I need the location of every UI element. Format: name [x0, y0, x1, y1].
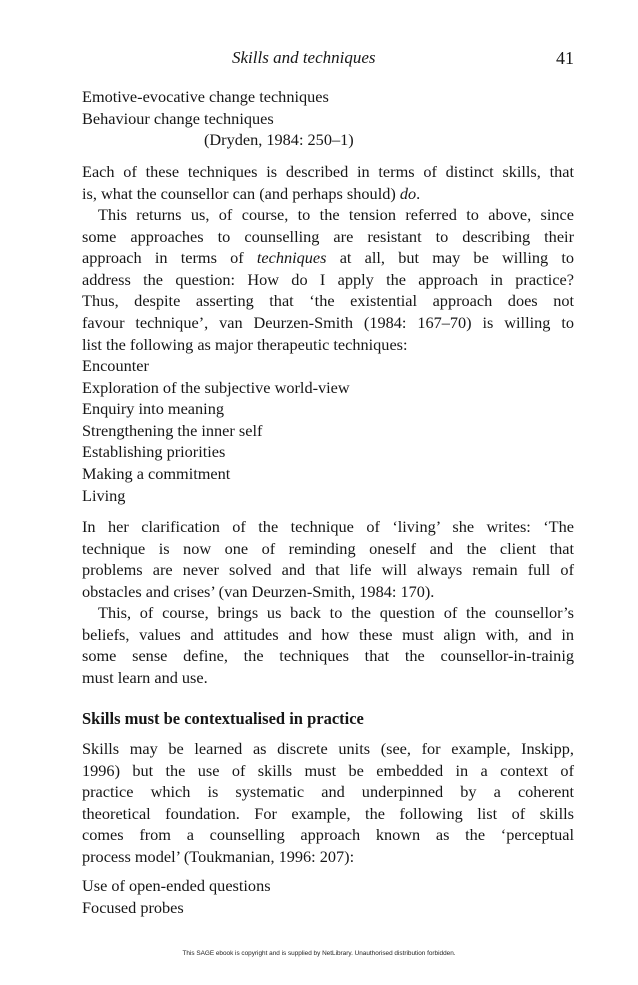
text-line: theoretical foundation. For example, the following list of skills: [82, 803, 574, 823]
list-item: Making a commitment: [82, 463, 231, 483]
text-line: process model’ (Toukmanian, 1996: 207):: [82, 846, 355, 866]
list-item: Focused probes: [82, 897, 184, 917]
paragraph: [82, 516, 574, 602]
text-line: problems are never solved and that life will always remain full of: [82, 560, 574, 580]
list-item: Behaviour change techniques: [82, 108, 274, 128]
text-line: Skills may be learned as discrete units (see, for example, Inskipp,: [82, 739, 574, 758]
technique-list: [82, 355, 574, 506]
page-number: 41: [556, 48, 574, 68]
text-line: obstacles and crises’ (van Deurzen-Smith, 1984: 170).: [82, 581, 435, 601]
emphasis: techniques: [256, 248, 327, 268]
emphasis: do: [399, 183, 417, 203]
list-item: Encounter: [82, 356, 149, 375]
technique-list-continued: [82, 86, 574, 151]
list-item: Establishing priorities: [82, 442, 226, 462]
text-line: This returns us, of course, to the tension referred to above, since: [98, 205, 574, 224]
text-line: some approaches to counselling are resistant to describing their: [82, 226, 574, 246]
paragraph: [82, 161, 574, 204]
text-line: This, of course, brings us back to the question of the counsellor’s: [98, 603, 574, 622]
text-line: technique is now one of reminding oneself and the client that: [82, 538, 574, 558]
running-head: [0, 48, 638, 72]
text-line: In her clarification of the technique of ‘living’ she writes: ‘The: [82, 517, 574, 536]
copyright-footer: This SAGE ebook is copyright and is supplied by NetLibrary. Unauthorised distribution forbidden.: [182, 950, 456, 957]
text-line: 1996) but the use of skills must be embedded in a context of: [82, 760, 574, 780]
text-line: approach in terms of techniques at all, but may be willing to: [82, 248, 575, 268]
list-item: Emotive-evocative change techniques: [82, 87, 329, 106]
skills-list: [82, 875, 574, 918]
list-item: Use of open-ended questions: [82, 876, 271, 895]
list-item: Enquiry into meaning: [82, 399, 224, 419]
text-line: practice which is systematic and underpinned by a coherent: [82, 782, 574, 802]
text-line: address the question: How do I apply the approach in practice?: [82, 269, 574, 289]
text-line: is, what the counsellor can (and perhaps should) do.: [82, 183, 421, 203]
citation: (Dryden, 1984: 250–1): [204, 130, 354, 150]
text-line: comes from a counselling approach known as the ‘perceptual: [82, 825, 574, 845]
list-item: Living: [82, 485, 126, 505]
text-line: favour technique’, van Deurzen-Smith (1984: 167–70) is willing to: [82, 312, 574, 332]
text-line: some sense define, the techniques that the counsellor-in-trainig: [82, 646, 574, 666]
text-line: Thus, despite asserting that ‘the existential approach does not: [82, 291, 574, 311]
paragraph: [82, 602, 574, 688]
text-line: beliefs, values and attitudes and how these must align with, and in: [82, 624, 574, 644]
running-title: Skills and techniques: [232, 48, 376, 67]
list-item: Strengthening the inner self: [82, 420, 263, 440]
section-heading: Skills must be contextualised in practice: [82, 709, 364, 728]
paragraph: [82, 204, 574, 355]
list-item: Exploration of the subjective world-view: [82, 377, 350, 397]
text-line: must learn and use.: [82, 667, 208, 687]
text-line: list the following as major therapeutic techniques:: [82, 334, 408, 354]
paragraph: [82, 738, 574, 868]
text-line: Each of these techniques is described in terms of distinct skills, that: [82, 162, 574, 181]
